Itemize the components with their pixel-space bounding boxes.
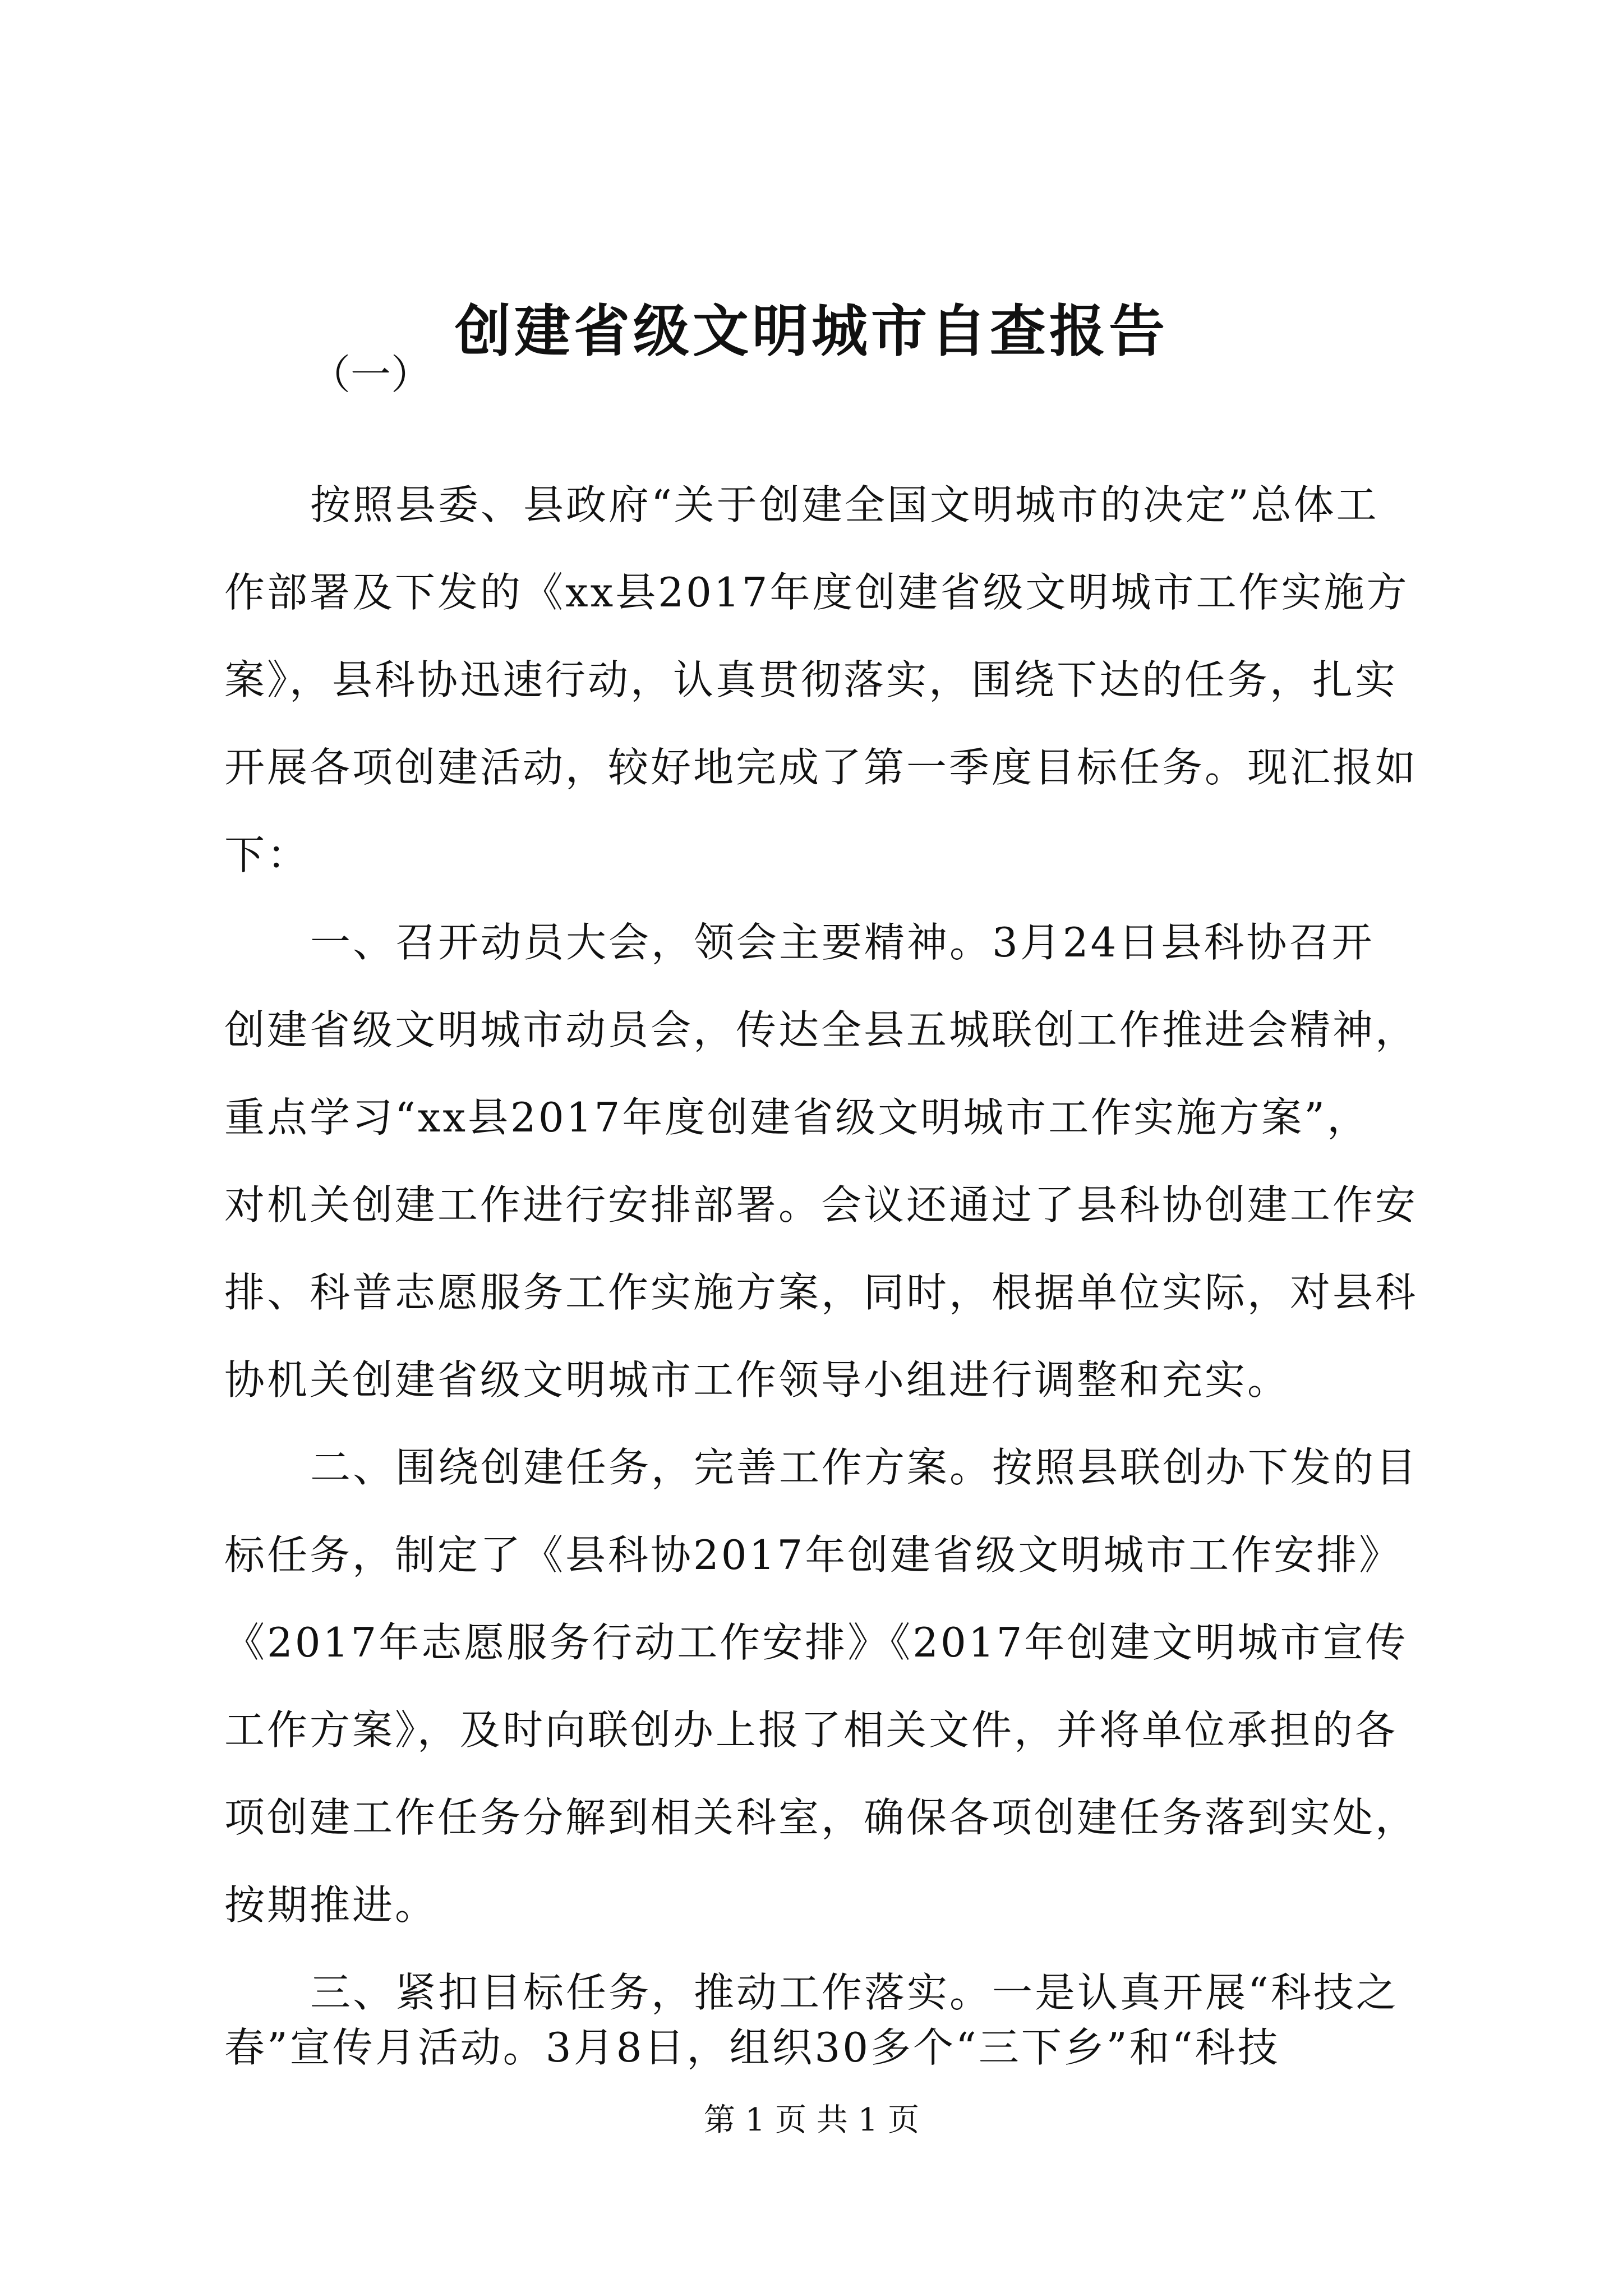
body-line: 工作方案》，及时向联创办上报了相关文件，并将单位承担的各 — [224, 1706, 1398, 1754]
body-line: 下： — [224, 831, 310, 878]
body-line: 春”宣传月活动。3月8日，组织30多个“三下乡”和“科技 — [224, 2024, 1280, 2071]
body-line: 对机关创建工作进行安排部署。会议还通过了县科协创建工作安 — [224, 1181, 1418, 1228]
page-footer: 第 1 页 共 1 页 — [703, 2102, 920, 2138]
body-line: 一、召开动员大会，领会主要精神。3月24日县科协召开 — [310, 919, 1375, 966]
body-line: 项创建工作任务分解到相关科室，确保各项创建任务落到实处， — [224, 1794, 1418, 1841]
body-line: 协机关创建省级文明城市工作领导小组进行调整和充实。 — [224, 1356, 1290, 1404]
section-label: （一） — [310, 351, 432, 398]
body-line: 排、科普志愿服务工作实施方案，同时，根据单位实际，对县科 — [224, 1269, 1418, 1316]
body-line: 按照县委、县政府“关于创建全国文明城市的决定”总体工 — [310, 481, 1379, 528]
body-line: 三、紧扣目标任务，推动工作落实。一是认真开展“科技之 — [310, 1969, 1399, 2016]
body-line: 标任务，制定了《县科协2017年创建省级文明城市工作安排》 — [224, 1531, 1402, 1579]
body-line: 开展各项创建活动，较好地完成了第一季度目标任务。现汇报如 — [224, 744, 1418, 791]
body-line: 创建省级文明城市动员会，传达全县五城联创工作推进会精神， — [224, 1006, 1418, 1053]
body-line: 按期推进。 — [224, 1881, 438, 1929]
body-line: 《2017年志愿服务行动工作安排》《2017年创建文明城市宣传 — [224, 1619, 1408, 1666]
body-line: 案》，县科协迅速行动，认真贯彻落实，围绕下达的任务，扎实 — [224, 656, 1398, 703]
body-line: 重点学习“xx县2017年度创建省级文明城市工作实施方案”， — [224, 1094, 1370, 1141]
body-line: 作部署及下发的《xx县2017年度创建省级文明城市工作实施方 — [224, 569, 1409, 616]
body-line: 二、围绕创建任务，完善工作方案。按照县联创办下发的目 — [310, 1444, 1419, 1491]
document-title: 创建省级文明城市自查报告 — [455, 298, 1168, 364]
